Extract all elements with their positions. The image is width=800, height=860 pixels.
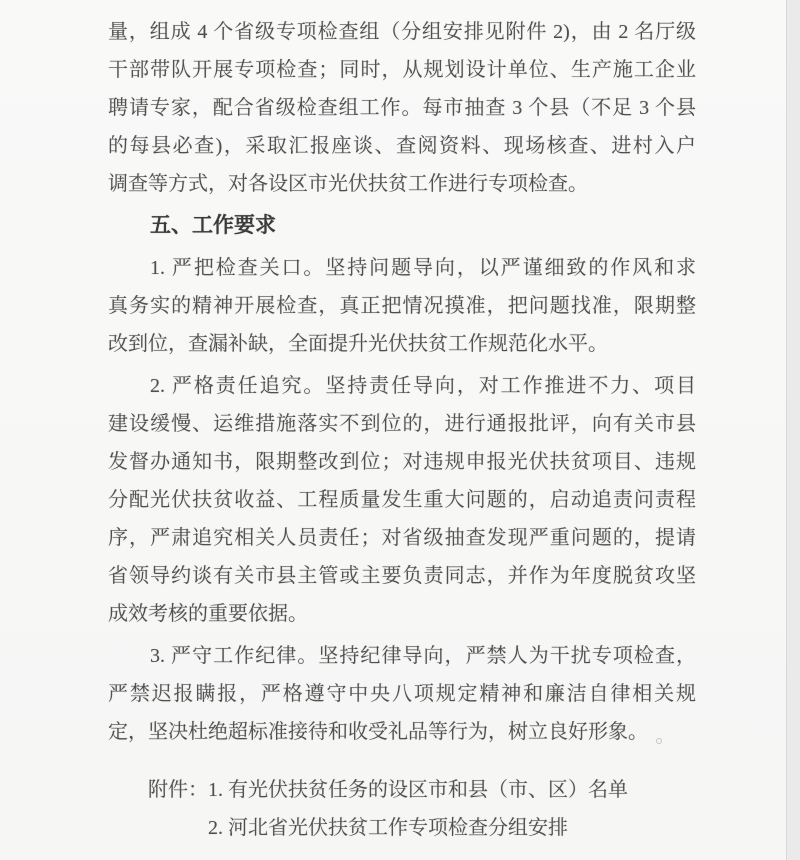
text-line: 改到位，查漏补缺，全面提升光伏扶贫工作规范化水平。 [108,333,608,355]
text-line: 成效考核的重要依据。 [108,603,308,625]
paragraph [108,13,696,203]
text-line: 发督办通知书，限期整改到位；对违规申报光伏扶贫项目、违规 [108,451,696,473]
text-line: 定，坚决杜绝超标准接待和收受礼品等行为，树立良好形象。 [108,721,648,743]
text-line: 分配光伏扶贫收益、工程质量发生重大问题的，启动追责问责程 [108,489,696,511]
text-line: 建设缓慢、运维措施落实不到位的，进行通报批评，向有关市县 [108,413,696,435]
text-line: 省领导约谈有关市县主管或主要负责同志，并作为年度脱贫攻坚 [108,565,696,587]
attachment-list [108,771,696,847]
document-text-block [108,13,696,847]
text-line: 2. 河北省光伏扶贫工作专项检查分组安排 [208,817,568,839]
scan-edge-band [786,0,800,860]
text-line: 真务实的精神开展检查，真正把情况摸准，把问题找准，限期整 [108,295,696,317]
text-line: 聘请专家，配合省级检查组工作。每市抽查 3 个县（不足 3 个县 [108,97,696,119]
paragraph [108,637,696,751]
text-line: 干部带队开展专项检查；同时，从规划设计单位、生产施工企业 [108,59,696,81]
text-line: 2. 严格责任追究。坚持责任导向，对工作推进不力、项目 [150,375,696,397]
text-line: 的每县必查)，采取汇报座谈、查阅资料、现场核查、进村入户 [108,135,696,157]
scan-speck-artifact [656,738,662,744]
text-line: 调查等方式，对各设区市光伏扶贫工作进行专项检查。 [108,173,588,195]
text-line: 1. 严把检查关口。坚持问题导向，以严谨细致的作风和求 [150,257,696,279]
text-line: 严禁迟报瞒报，严格遵守中央八项规定精神和廉洁自律相关规 [108,683,696,705]
text-line: 量，组成 4 个省级专项检查组（分组安排见附件 2)，由 2 名厅级 [108,21,696,43]
section-heading [108,207,696,245]
heading-line: 五、工作要求 [150,214,276,237]
text-line: 附件：1. 有光伏扶贫任务的设区市和县（市、区）名单 [148,779,628,801]
text-line: 序，严肃追究相关人员责任；对省级抽查发现严重问题的，提请 [108,527,696,549]
text-line: 3. 严守工作纪律。坚持纪律导向，严禁人为干扰专项检查， [150,645,696,667]
paragraph [108,367,696,633]
paragraph [108,249,696,363]
